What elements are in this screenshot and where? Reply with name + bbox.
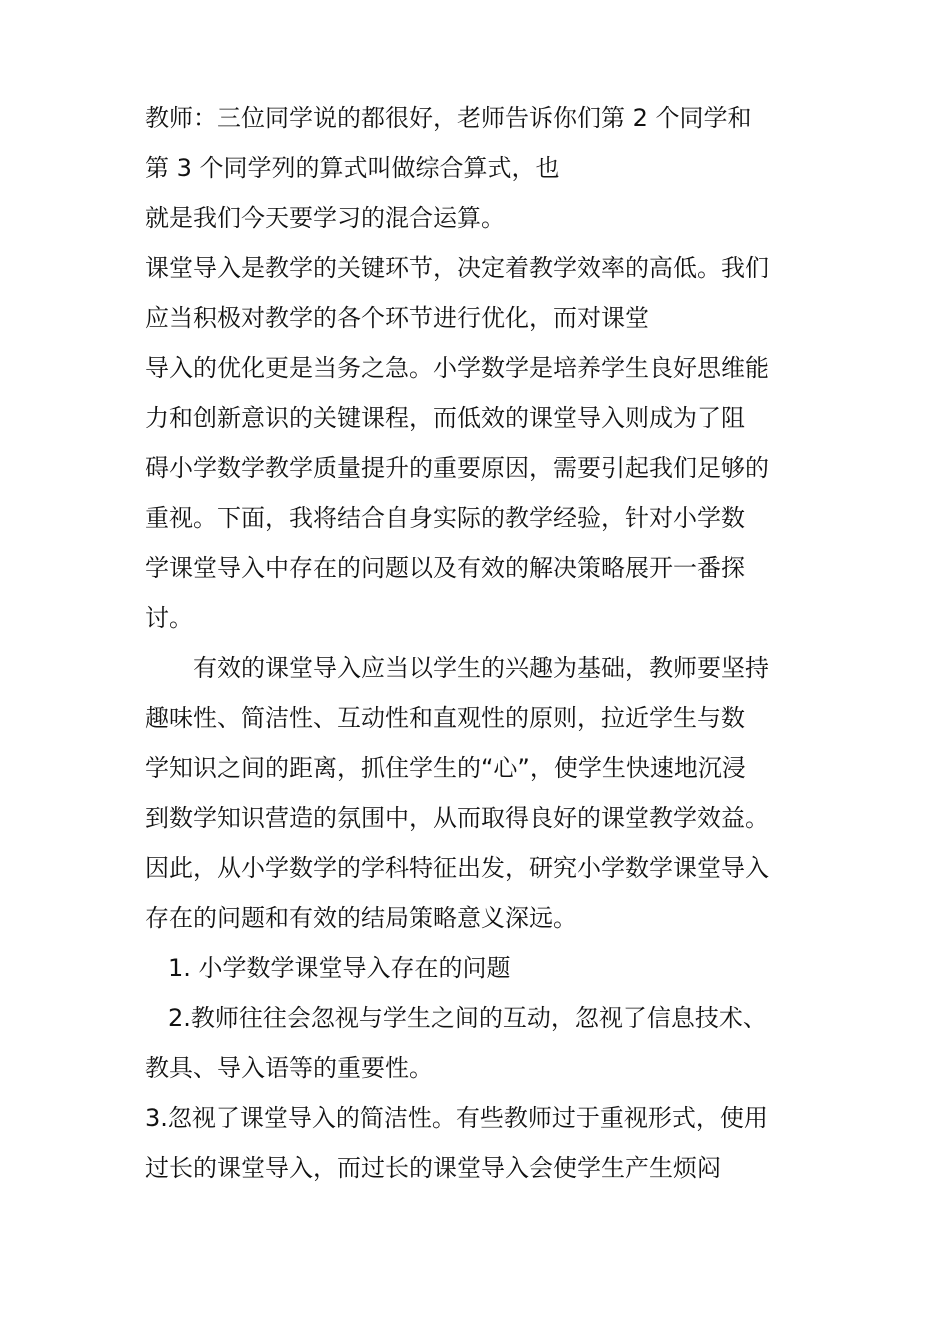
text-line: 过长的课堂导入，而过长的课堂导入会使学生产生烦闷	[145, 1154, 721, 1182]
text-line: 趣味性、简洁性、互动性和直观性的原则，拉近学生与数	[145, 704, 745, 732]
text-line: 第 3 个同学列的算式叫做综合算式，也	[145, 154, 560, 182]
text-line: 应当积极对教学的各个环节进行优化，而对课堂	[145, 304, 649, 332]
text-line: 学知识之间的距离，抓住学生的“心”，使学生快速地沉浸	[145, 754, 746, 782]
text-line: 有效的课堂导入应当以学生的兴趣为基础，教师要坚持	[193, 654, 769, 682]
list-heading: 1. 小学数学课堂导入存在的问题	[168, 954, 511, 982]
text-line: 力和创新意识的关键课程，而低效的课堂导入则成为了阻	[145, 404, 745, 432]
text-line: 教师：三位同学说的都很好，老师告诉你们第 2 个同学和	[145, 104, 752, 132]
text-line: 讨。	[145, 604, 193, 632]
text-line: 重视。下面，我将结合自身实际的教学经验，针对小学数	[145, 504, 745, 532]
text-line: 教具、导入语等的重要性。	[145, 1054, 433, 1082]
text-line: 存在的问题和有效的结局策略意义深远。	[145, 904, 577, 932]
text-line: 因此，从小学数学的学科特征出发，研究小学数学课堂导入	[145, 854, 769, 882]
text-line: 课堂导入是教学的关键环节，决定着教学效率的高低。我们	[145, 254, 769, 282]
text-line: 就是我们今天要学习的混合运算。	[145, 204, 505, 232]
text-line: 到数学知识营造的氛围中，从而取得良好的课堂教学效益。	[145, 804, 769, 832]
text-line: 碍小学数学教学质量提升的重要原因，需要引起我们足够的	[145, 454, 769, 482]
list-item: 2.教师往往会忽视与学生之间的互动，忽视了信息技术、	[168, 1004, 767, 1032]
text-line: 学课堂导入中存在的问题以及有效的解决策略展开一番探	[145, 554, 745, 582]
list-item: 3.忽视了课堂导入的简洁性。有些教师过于重视形式，使用	[145, 1104, 768, 1132]
text-line: 导入的优化更是当务之急。小学数学是培养学生良好思维能	[145, 354, 769, 382]
